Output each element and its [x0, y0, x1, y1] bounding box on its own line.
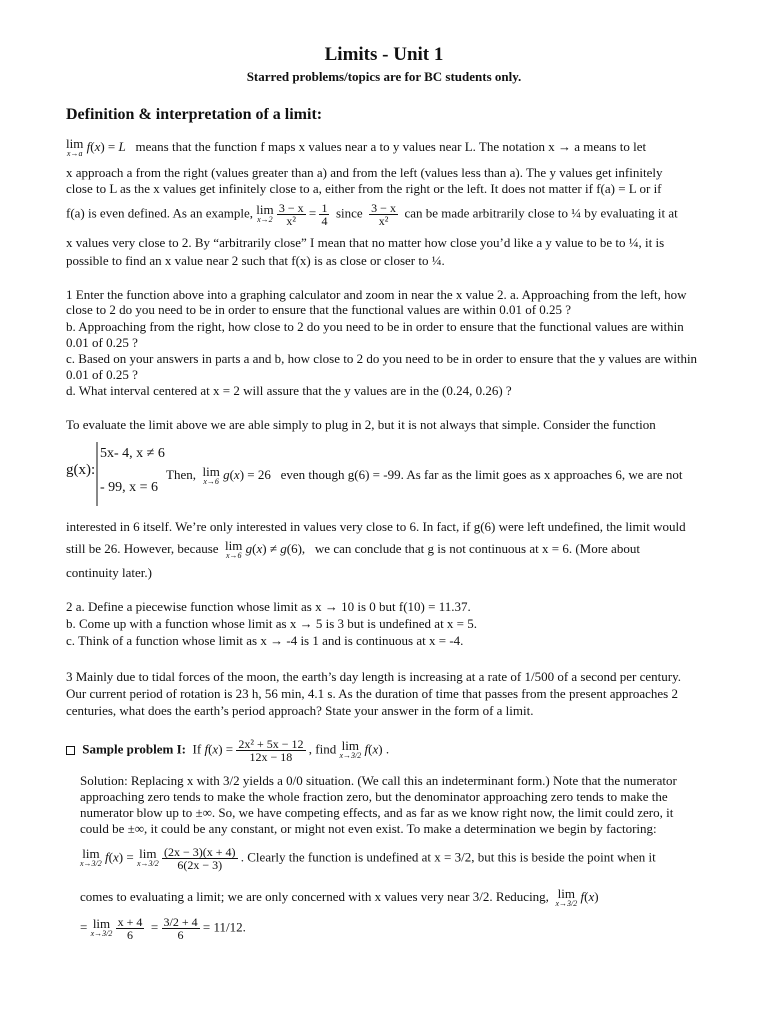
limit-expression: lim x→a	[66, 135, 84, 158]
solution-line-4: could be ±∞, it could be any constant, or might not even exist. To make a determination we begin by factoring:	[80, 821, 657, 836]
continuity-intro: To evaluate the limit above we are able simply to plug in 2, but it is not always that simple. Consider the function	[66, 417, 656, 432]
q2-line-3: c. Think of a function whose limit as x → -4 is 1 and is continuous at x = -4.	[66, 633, 464, 648]
q1-line-5: c. Based on your answers in parts a and b, how close to 2 do you need to be in order to ensure that the y values are within	[66, 351, 698, 366]
reducing-limit: lim x→3/2	[555, 885, 578, 908]
sample-limit: lim x→3/2	[339, 738, 362, 760]
final-fraction-1: $\frac{x + 4}{6}$	[117, 915, 143, 942]
find-text: , find	[308, 741, 337, 757]
definition-line-5: x values very close to 2. By “arbitrarily close” I mean that no matter how close you’d like a y value to be to ¼, it is	[66, 235, 665, 250]
solution-line-2: approaching zero tends to make the whole fraction zero, but the denominator approaching zero tends to make the	[80, 789, 668, 804]
continuity-line-2: interested in 6 itself. We’re only interested in values very close to 6. In fact, if g(6) were left undefined, the limit would	[66, 519, 686, 534]
g-limit-neq: lim x→6	[225, 537, 243, 560]
g-label: g(x):	[66, 462, 96, 478]
solution-line-1: Solution: Replacing x with 3/2 yields a 0/0 situation. (We call this an indeterminant form.) Note that the numerator	[80, 773, 677, 788]
final-result: = 11/12.	[202, 919, 246, 935]
piece-bottom: - 99, x = 6	[100, 480, 159, 495]
solution-line-3: numerator blow up to ±∞. So, we have competing effects, and as far as we know right now, the limit could zero, it	[80, 805, 674, 820]
q1-line-4: 0.01 of 0.25 ?	[66, 335, 138, 350]
checkbox-icon	[66, 746, 75, 755]
q1-line-7: d. What interval centered at x = 2 will assure that the y values are in the (0.24, 0.26) ?	[66, 383, 512, 398]
definition-line-6: possible to find an x value near 2 such that f(x) is as close or closer to ¼.	[66, 253, 445, 268]
definition-paragraph	[66, 134, 746, 274]
factor-limit-left: lim x→3/2	[80, 846, 102, 868]
piecewise-function	[66, 440, 166, 508]
question-1	[66, 286, 756, 402]
page-title: Limits - Unit 1	[324, 44, 444, 65]
example-limit: lim x→2	[256, 202, 274, 224]
q3-line-2: Our current period of rotation is 23 h, 56 min, 4.1 s. As the duration of time that passes from the present approaches 2	[66, 686, 678, 701]
final-limit: lim x→3/2	[90, 916, 113, 938]
q1-line-3: b. Approaching from the right, how close to 2 do you need to be in order to ensure that the functional values are within	[66, 319, 684, 334]
then-line: Then, lim x→6 g(x) = 26 even though g(6) = -99. As far as the limit goes as x approaches 6, we are not	[166, 463, 683, 486]
solution: Solution: Replacing x with 3/2 yields a 0/0 situation. (We call this an indeterminant form.) Note that the numerator approaching zero tends to make the whole fraction zero, but the denominator approaching zero tends to make the numerator blow up to ±∞. So, we have competing effects, and as far as we know right now, the limit could zero, it could be ±∞, it could be any constant, or might not even exist. To make a determination we begin by factoring: lim x→3/2 f(x) = lim x→3/2 $\frac{(2x - 3)(x + 4)}{6(2x - 3)}$ . Clearly the function is undefined at x = 3/2, but this is beside the point when it comes to evaluating a limit; we are only concerned with x values very near 3/2. Reducing, lim x→3/2 f(x) = lim x→3/2 $\frac{x + 4}{6}$ = $\frac{3/2 + 4}{6}$ = 11/12.	[80, 773, 677, 942]
definition-line-1: lim x→a f(x) = L means that the function f maps x values near a to y values near L. The notation x → a means to let	[66, 135, 647, 158]
definition-line-4: f(a) is even defined. As an example, lim x→2 $\frac{3 - x}{\text{x²}}$ = $\frac{1}{4}$ since $\frac{3 - x}{\text{x²}}$ can be made arbitrarily close to ¼ by evaluating it at	[66, 201, 678, 228]
one-quarter-fraction: $\frac{1}{4}$	[321, 201, 328, 228]
q1-line-6: 0.01 of 0.25 ?	[66, 367, 138, 382]
factored-fraction: $\frac{(2x - 3)(x + 4)}{6(2x - 3)}$	[163, 845, 236, 872]
q3-line-3: centuries, what does the earth’s period approach? State your answer in the form of a limit.	[66, 703, 534, 718]
then-after: even though g(6) = -99. As far as the limit goes as x approaches 6, we are not	[280, 467, 683, 482]
solution-line-6: comes to evaluating a limit; we are only concerned with x values very near 3/2. Reducing,	[80, 889, 549, 904]
q1-line-2: close to 2 do you need to be in order to ensure that the functional values are within 0.01 of 0.25 ?	[66, 302, 572, 317]
continuity-line-3a: still be 26. However, because	[66, 541, 219, 556]
sample-label: Sample problem I:	[82, 741, 187, 757]
g-limit: lim x→6	[202, 463, 220, 486]
definition-text: means that the function f maps x values near a to y values near L. The notation x → a means to let	[135, 139, 647, 154]
sample-problem: Sample problem I: If f(x) = $\frac{\text{2x² + 5x − 12}}{12x - 18}$ , find lim x→3/2 f(x) .	[66, 730, 756, 762]
if-text: If	[192, 741, 202, 757]
section-heading: Definition & interpretation of a limit:	[66, 106, 323, 123]
example-intro: f(a) is even defined. As an example,	[66, 205, 253, 221]
arbitrary-text: can be made arbitrarily close to ¼ by evaluating it at	[404, 205, 678, 221]
definition-line-3: close to L as the x values get infinitely close to a, either from the right or the left. It does not matter if f(a) = L or if	[66, 181, 662, 196]
piece-top: 5x- 4, x ≠ 6	[100, 446, 165, 461]
question-3	[66, 668, 756, 720]
q3-line-1: 3 Mainly due to tidal forces of the moon, the earth’s day length is increasing at a rate of 1/500 of a second per century.	[66, 669, 682, 684]
example-fraction: $\frac{3 - x}{\text{x²}}$	[278, 201, 304, 228]
q1-line-1: 1 Enter the function above into a graphing calculator and zoom in near the x value 2. a. Approaching from the left, how	[66, 287, 687, 302]
continuity-line-3b: we can conclude that g is not continuous at x = 6. (More about	[314, 541, 640, 556]
definition-line-2: x approach a from the right (values greater than a) and from the left (values less than a). The y values get infinitely	[66, 165, 663, 180]
then-text: Then,	[166, 467, 196, 482]
factor-after: . Clearly the function is undefined at x = 3/2, but this is beside the point when it	[240, 849, 656, 865]
continuity-line-4: continuity later.)	[66, 565, 152, 580]
page-subtitle: Starred problems/topics are for BC students only.	[246, 69, 522, 84]
since-fraction: $\frac{3 - x}{\text{x²}}$	[371, 201, 396, 228]
final-fraction-2: $\frac{3/2 + 4}{6}$	[163, 915, 198, 942]
factor-limit-right: lim x→3/2	[136, 846, 159, 868]
sample-fraction: $\frac{\text{2x² + 5x − 12}}{12x - 18}$	[238, 737, 304, 764]
q2-line-2: b. Come up with a function whose limit as x → 5 is 3 but is undefined at x = 5.	[66, 616, 478, 631]
question-2	[66, 598, 756, 650]
continuity-paragraph-2: interested in 6 itself. We’re only interested in values very close to 6. In fact, if g(6) were left undefined, the limit would still be 26. However, because lim x→6 g(x) ≠ g(6), we can conclude that g is not continuous at x = 6. (More about continuity later.)	[66, 519, 686, 580]
q2-line-1: 2 a. Define a piecewise function whose limit as x → 10 is 0 but f(10) = 11.37.	[66, 599, 471, 614]
since-text: since	[335, 205, 363, 221]
